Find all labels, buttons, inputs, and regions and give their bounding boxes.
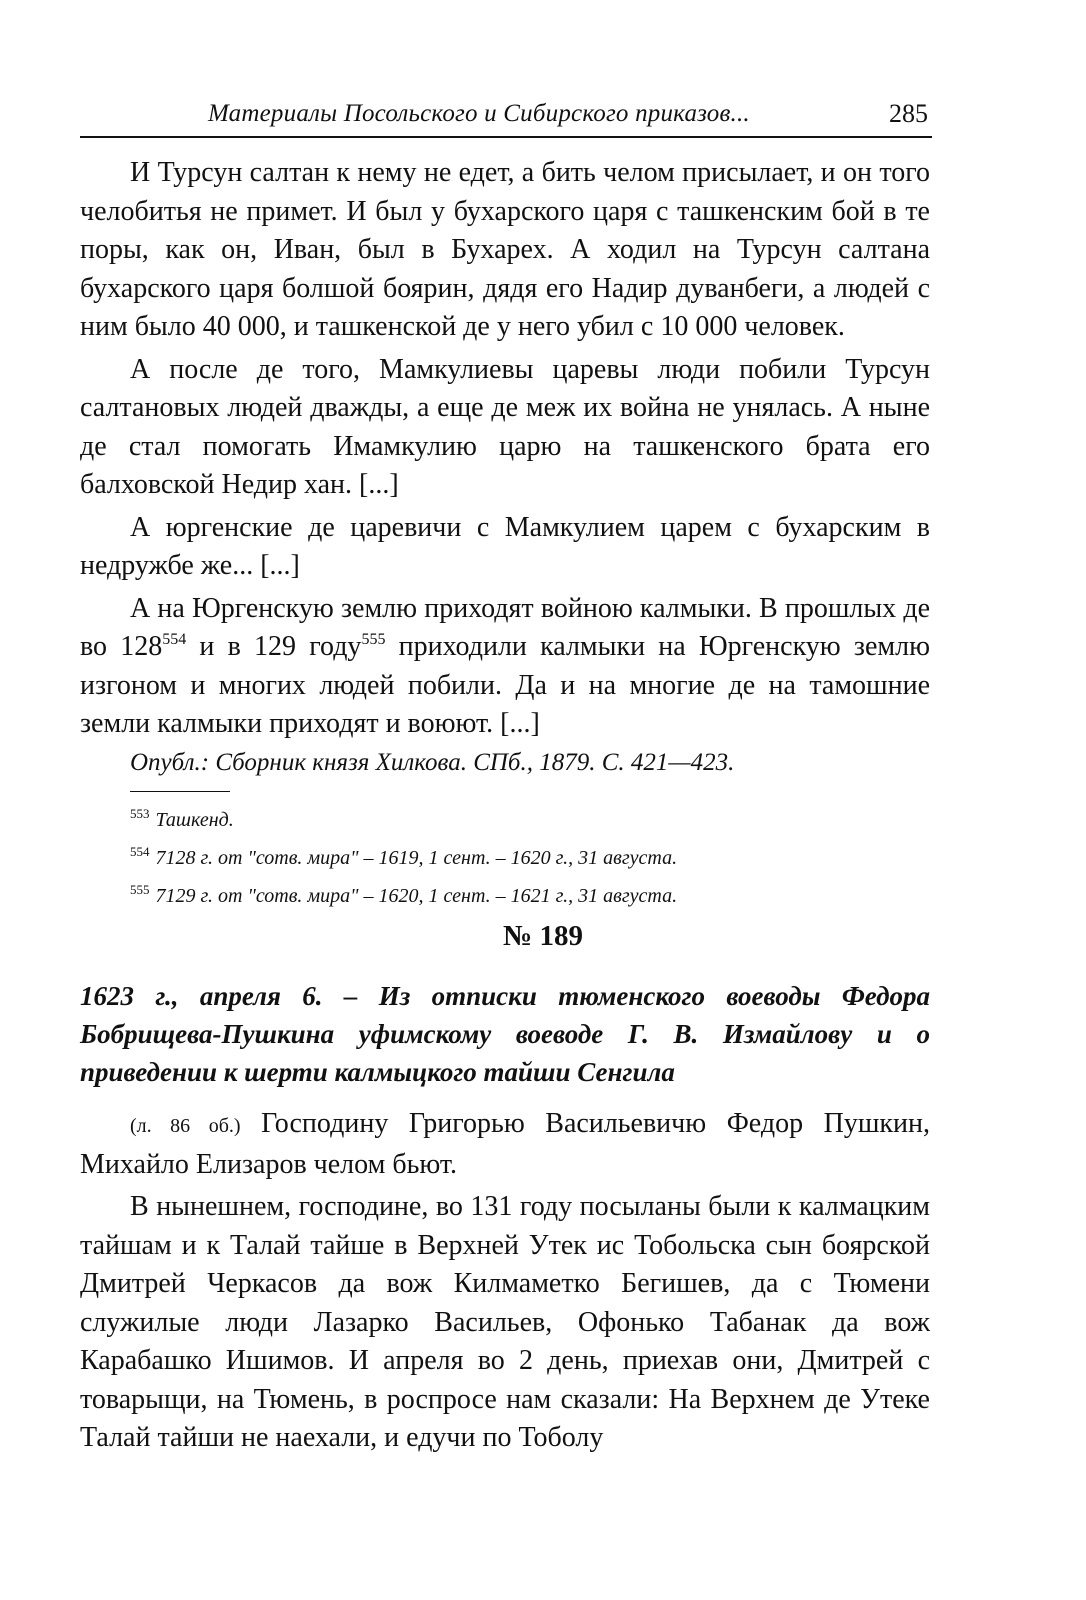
main-text: [80, 154, 930, 782]
paragraph-text: приходили калмыки на Юргенскую землю изгоном и многих людей побили. Да и на многие де на тамошние земли калмыки приходят и воюют. [...]: [80, 631, 930, 739]
publication-note: Опубл.: Сборник князя Хилкова. СПб., 1879. С. 421—423.: [130, 748, 735, 776]
footnotes: [130, 798, 930, 912]
footnote: [130, 836, 930, 874]
footnote-number: 553: [130, 806, 150, 821]
footnote-text: 7129 г. от "сотв. мира" – 1620, 1 сент. – 1621 г., 31 августа.: [155, 885, 678, 907]
document-number: № 189: [503, 920, 583, 952]
running-title: Материалы Посольского и Сибирского приказов...: [208, 100, 750, 127]
footnote-number: 555: [130, 882, 150, 897]
paragraph: А юргенские де царевичи с Мамкулием царем с бухарским в недружбе же... [...]: [80, 511, 930, 581]
footnote-ref[interactable]: 554: [162, 631, 187, 648]
running-header: [80, 92, 932, 138]
footnote-number: 554: [130, 844, 150, 859]
paragraph-text: Господину Григорью Васильевичю Федор Пушкин, Михайло Елизаров челом бьют.: [80, 1108, 930, 1180]
footnote-ref[interactable]: 555: [361, 631, 386, 648]
paragraph-text: А на Юргенскую землю приходят войною калмыки. В прошлых де во 128: [80, 592, 930, 662]
footnote: [130, 874, 930, 912]
paragraph: [80, 1105, 930, 1184]
paragraph: В нынешнем, господине, во 131 году посыланы были к калмацким тайшам и к Талай тайше в Верхней Утек ис Тобольска сын боярской Дмитрей Черкасов да вож Килмаметко Бегишев, да с Тюмени служилые люди Лазарко Васильев, Офонько Табанак да вож Карабашко Ишимов. И апреля во 2 день, приехав они, Дмитрей с товарыщи, на Тюмень, в роспросе нам сказали: На Верхнем де Утеке Талай тайши не наехали, и едучи по Тоболу: [80, 1191, 930, 1453]
paragraph: [80, 590, 930, 744]
footnote-divider: [130, 791, 230, 792]
paragraph-text: и в 129 году: [186, 631, 362, 662]
paragraph: А после де того, Мамкулиевы царевы люди побили Турсун салтановых людей дважды, а еще де меж их война не унялась. А ныне де стал помогать Имамкулию царю на ташкенского брата его балховской Недир хан. [...]: [80, 353, 930, 500]
folio-reference: (л. 86 об.): [130, 1115, 241, 1137]
page-number: 285: [889, 99, 928, 128]
paragraph: И Турсун салтан к нему не едет, а бить челом присылает, и он того челобитья не примет. И был у бухарского царя с ташкенским бой в те поры, как он, Иван, был в Бухарех. А ходил на Турсун салтана бухарского царя болшой боярин, дядя его Надир дуванбеги, а людей с ним было 40 000, и ташкенской де у него убил с 10 000 человек.: [80, 157, 930, 342]
document-text: [80, 1105, 930, 1458]
footnote: [130, 798, 930, 836]
footnote-text: 7128 г. от "сотв. мира" – 1619, 1 сент. – 1620 г., 31 августа.: [155, 847, 678, 869]
document-heading: 1623 г., апреля 6. – Из отписки тюменского воеводы Федора Бобрищева-Пушкина уфимскому воеводе Г. В. Измайлову и о приведении к шерти калмыцкого тайши Сенгила: [80, 981, 930, 1087]
footnote-text: Ташкенд.: [155, 809, 234, 831]
